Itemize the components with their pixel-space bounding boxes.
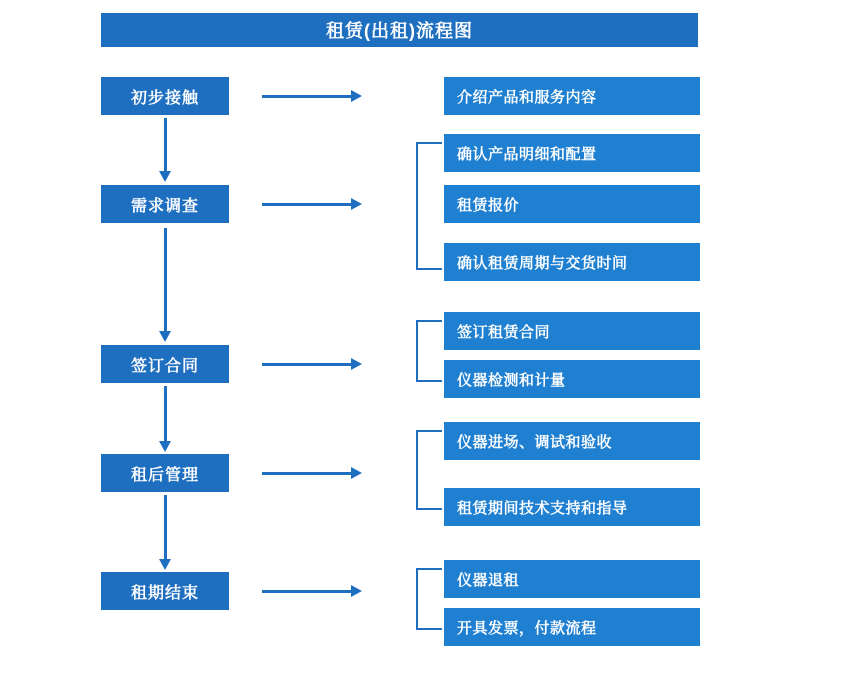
down-arrow-icon: [159, 386, 171, 452]
right-arrow-icon: [262, 198, 362, 210]
stage-box[interactable]: 租后管理: [101, 454, 229, 492]
task-box[interactable]: 确认产品明细和配置: [444, 134, 700, 172]
right-arrow-icon: [262, 358, 362, 370]
page-title: 租赁(出租)流程图: [101, 13, 698, 47]
task-box[interactable]: 租赁期间技术支持和指导: [444, 488, 700, 526]
task-box[interactable]: 仪器检测和计量: [444, 360, 700, 398]
group-bracket: [416, 430, 442, 510]
down-arrow-icon: [159, 118, 171, 182]
stage-box[interactable]: 需求调查: [101, 185, 229, 223]
stage-box[interactable]: 签订合同: [101, 345, 229, 383]
group-bracket: [416, 320, 442, 382]
task-box[interactable]: 仪器退租: [444, 560, 700, 598]
right-arrow-icon: [262, 90, 362, 102]
task-box[interactable]: 仪器进场、调试和验收: [444, 422, 700, 460]
down-arrow-icon: [159, 495, 171, 570]
task-box[interactable]: 确认租赁周期与交货时间: [444, 243, 700, 281]
down-arrow-icon: [159, 228, 171, 342]
task-box[interactable]: 签订租赁合同: [444, 312, 700, 350]
right-arrow-icon: [262, 585, 362, 597]
task-box[interactable]: 介绍产品和服务内容: [444, 77, 700, 115]
stage-box[interactable]: 租期结束: [101, 572, 229, 610]
task-box[interactable]: 开具发票，付款流程: [444, 608, 700, 646]
task-box[interactable]: 租赁报价: [444, 185, 700, 223]
stage-box[interactable]: 初步接触: [101, 77, 229, 115]
group-bracket: [416, 568, 442, 630]
right-arrow-icon: [262, 467, 362, 479]
group-bracket: [416, 142, 442, 270]
